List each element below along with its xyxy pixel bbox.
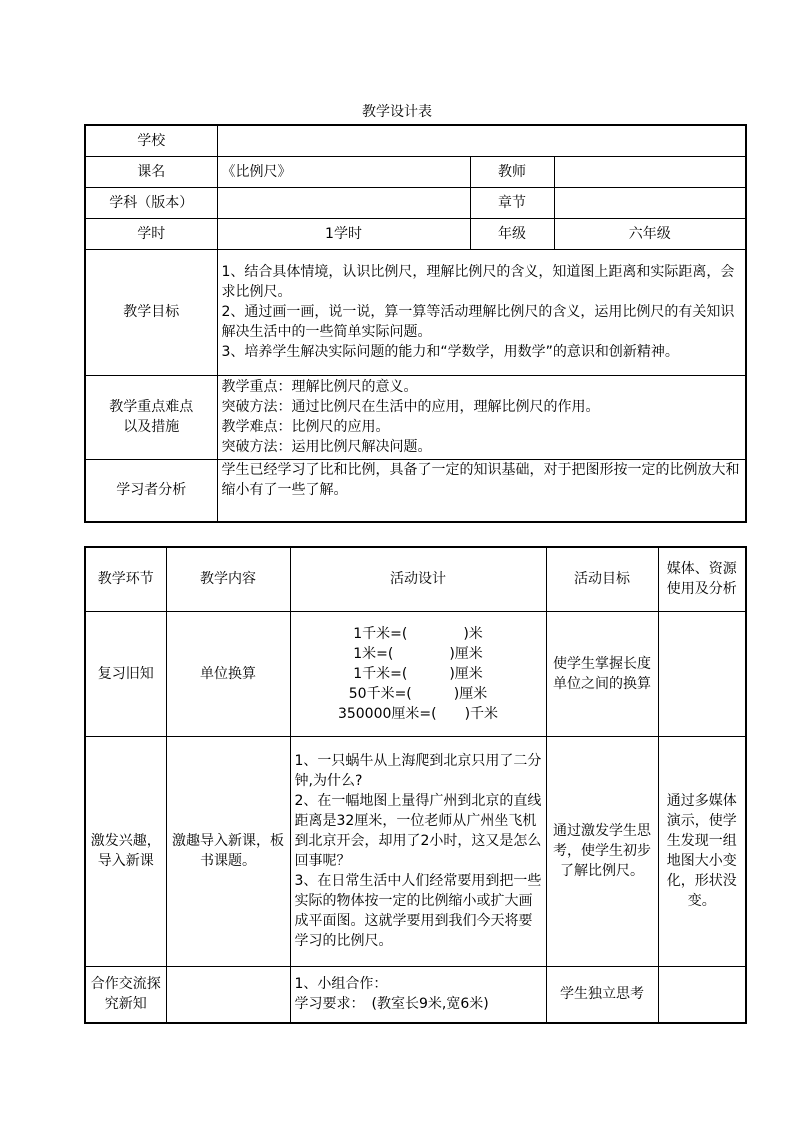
learner-value[interactable]: 学生已经学习了比和比例，具备了一定的知识基础，对于把图形按一定的比例放大和缩小有了一些了解。 (217, 459, 746, 522)
grade-value[interactable]: 六年级 (554, 218, 746, 249)
activity-line: 350000厘米=( )千米 (337, 705, 499, 722)
subject-row (85, 187, 746, 218)
row-content: 单位换算 (166, 611, 290, 736)
goal-line: 1、结合具体情境，认识比例尺，理解比例尺的含义，知道图上距离和实际距离，会求比例尺。 (221, 264, 735, 300)
activity-line: 学习要求： (教室长9米,宽6米) (294, 996, 489, 1013)
row-media (658, 611, 746, 736)
teacher-value[interactable] (554, 156, 746, 187)
period-row (85, 218, 746, 249)
process-row (85, 736, 746, 966)
activity-line: 1、一只蜗牛从上海爬到北京只用了二分钟,为什么? (294, 753, 542, 789)
keypoint-line: 教学重点：理解比例尺的意义。 (221, 379, 418, 395)
activity-line: 1米=( )厘米 (353, 645, 483, 662)
course-label: 课名 (85, 156, 217, 187)
activity-line: 3、在日常生活中人们经常要用到把一些实际的物体按一定的比例缩小或扩大画成平面图。这就学要用到我们今天将要学习的比例尺。 (294, 873, 542, 949)
row-goal: 使学生掌握长度单位之间的换算 (546, 611, 658, 736)
keypoints-label (85, 375, 217, 459)
row-media (658, 966, 746, 1023)
keypoints-value[interactable] (217, 375, 746, 459)
activity-line: 2、在一幅地图上量得广州到北京的直线距离是32厘米，一位老师从广州坐飞机到北京开会，却用了2小时，这又是怎么回事呢？ (294, 793, 542, 869)
row-stage: 复习旧知 (85, 611, 166, 736)
keypoints-label-line: 教学重点难点 (109, 399, 194, 415)
row-goal: 学生独立思考 (546, 966, 658, 1023)
row-activity[interactable] (290, 966, 546, 1023)
learner-label: 学习者分析 (85, 459, 217, 522)
teacher-label: 教师 (470, 156, 554, 187)
keypoint-line: 突破方法：通过比例尺在生活中的应用，理解比例尺的作用。 (221, 399, 600, 415)
row-activity[interactable] (290, 611, 546, 736)
process-row (85, 966, 746, 1023)
goals-row (85, 249, 746, 375)
subject-value[interactable] (217, 187, 470, 218)
subject-label: 学科（版本） (85, 187, 217, 218)
row-content: 激趣导入新课，板书课题。 (166, 736, 290, 966)
header-content: 教学内容 (166, 547, 290, 611)
goals-label: 教学目标 (85, 249, 217, 375)
goal-line: 3、培养学生解决实际问题的能力和“学数学，用数学”的意识和创新精神。 (221, 344, 679, 360)
row-activity[interactable] (290, 736, 546, 966)
keypoints-label-line: 以及措施 (123, 419, 180, 435)
row-stage: 合作交流探究新知 (85, 966, 166, 1023)
row-media: 通过多媒体演示，使学生发现一组地图大小变化，形状没变。 (658, 736, 746, 966)
keypoints-row (85, 375, 746, 459)
period-label: 学时 (85, 218, 217, 249)
keypoint-line: 教学难点：比例尺的应用。 (221, 419, 390, 435)
activity-line: 50千米=( )厘米 (348, 685, 488, 702)
school-value[interactable] (217, 125, 746, 156)
course-value[interactable]: 《比例尺》 (217, 156, 470, 187)
process-header-row (85, 547, 746, 611)
page-title: 教学设计表 (362, 104, 432, 120)
activity-line: 1、小组合作： (294, 976, 388, 993)
process-row (85, 611, 746, 736)
process-table (84, 546, 747, 1024)
activity-line: 1千米=( )厘米 (353, 665, 483, 682)
row-content (166, 966, 290, 1023)
activity-line: 1千米=( )米 (353, 625, 483, 642)
header-stage: 教学环节 (85, 547, 166, 611)
keypoint-line: 突破方法：运用比例尺解决问题。 (221, 439, 432, 455)
basic-info-table (84, 124, 747, 523)
school-row (85, 125, 746, 156)
learner-row (85, 459, 746, 522)
chapter-value[interactable] (554, 187, 746, 218)
period-value[interactable]: 1学时 (217, 218, 470, 249)
header-goal: 活动目标 (546, 547, 658, 611)
school-label: 学校 (85, 125, 217, 156)
goals-value[interactable] (217, 249, 746, 375)
row-stage: 激发兴趣，导入新课 (85, 736, 166, 966)
course-row (85, 156, 746, 187)
header-activity: 活动设计 (290, 547, 546, 611)
goal-line: 2、通过画一画，说一说，算一算等活动理解比例尺的含义，运用比例尺的有关知识解决生活中的一些简单实际问题。 (221, 304, 735, 340)
chapter-label: 章节 (470, 187, 554, 218)
header-media: 媒体、资源使用及分析 (658, 547, 746, 611)
row-goal: 通过激发学生思考，使学生初步了解比例尺。 (546, 736, 658, 966)
grade-label: 年级 (470, 218, 554, 249)
